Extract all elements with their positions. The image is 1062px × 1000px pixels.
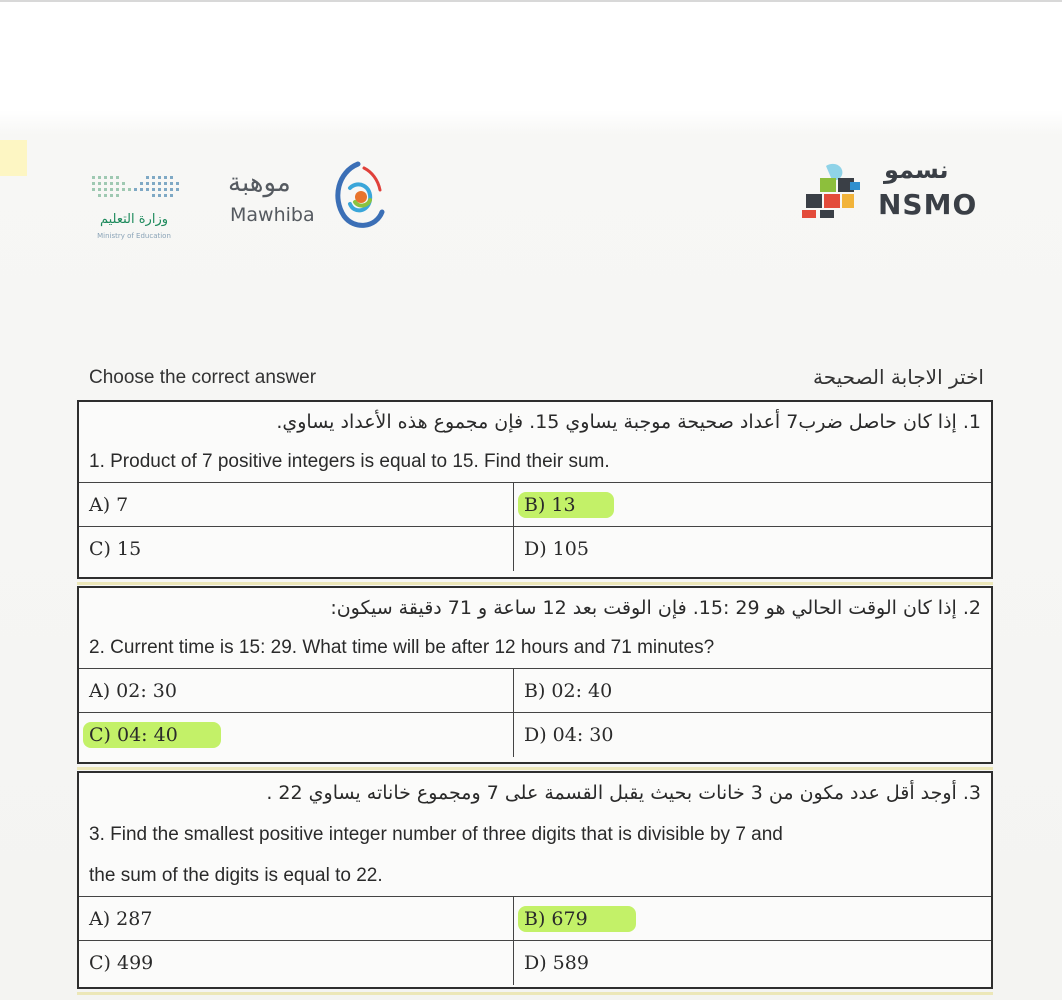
question-3-option-d[interactable]: D) 589 xyxy=(524,952,589,974)
yellow-tab-marker xyxy=(0,140,27,176)
section-divider xyxy=(77,992,993,995)
question-2 xyxy=(77,586,993,764)
question-2-options xyxy=(79,669,991,757)
question-2-arabic: 2. إذا كان الوقت الحالي هو 29 :15. فإن الوقت بعد 12 ساعة و 71 دقيقة سيكون: xyxy=(330,597,981,619)
question-3-options xyxy=(79,897,991,985)
question-2-option-d[interactable]: D) 04: 30 xyxy=(524,724,614,746)
question-1-option-d[interactable]: D) 105 xyxy=(524,538,589,560)
question-1-arabic: 1. إذا كان حاصل ضرب7 أعداد صحيحة موجبة يساوي 15. فإن مجموع هذه الأعداد يساوي. xyxy=(276,411,981,433)
moe-name-english: Ministry of Education xyxy=(97,232,171,240)
question-2-option-c[interactable]: C) 04: 40 xyxy=(79,713,514,757)
nsmo-name-english: NSMO xyxy=(878,188,978,221)
moe-dots-icon xyxy=(90,170,182,210)
ministry-of-education-logo xyxy=(86,166,186,244)
question-1-option-c[interactable]: C) 15 xyxy=(79,527,514,571)
section-divider xyxy=(77,767,993,770)
question-1-option-b[interactable]: B) 13 xyxy=(514,483,991,527)
question-3-option-a[interactable]: A) 287 xyxy=(79,897,514,941)
mawhiba-name-english: Mawhiba xyxy=(230,204,315,226)
question-3 xyxy=(77,771,993,989)
mawhiba-name-arabic: موهبة xyxy=(228,168,291,198)
question-1-text xyxy=(79,402,991,483)
question-3-english-line-2: the sum of the digits is equal to 22. xyxy=(89,865,383,886)
question-3-option-b[interactable]: B) 679 xyxy=(514,897,991,941)
instructions-english: Choose the correct answer xyxy=(89,367,317,388)
question-1-english: 1. Product of 7 positive integers is equal to 15. Find their sum. xyxy=(89,451,610,472)
question-3-text xyxy=(79,773,991,897)
question-1-options xyxy=(79,483,991,571)
question-1-option-a[interactable]: A) 7 xyxy=(79,483,514,527)
question-3-option-c[interactable]: C) 499 xyxy=(79,941,514,985)
mawhiba-swirl-icon xyxy=(328,158,388,233)
section-divider xyxy=(77,582,993,585)
question-3-arabic: 3. أوجد أقل عدد مكون من 3 خانات بحيث يقبل القسمة على 7 ومجموع خاناته يساوي 22 . xyxy=(266,782,981,804)
nsmo-logo xyxy=(800,158,980,224)
question-2-text xyxy=(79,588,991,669)
question-2-option-b[interactable]: B) 02: 40 xyxy=(514,669,991,713)
instructions-arabic: اختر الاجابة الصحيحة xyxy=(813,365,984,389)
moe-name-arabic: وزارة التعليم xyxy=(99,212,169,227)
nsmo-name-arabic: نسمو xyxy=(884,156,949,184)
nsmo-blocks-icon xyxy=(800,160,870,222)
question-2-english: 2. Current time is 15: 29. What time will be after 12 hours and 71 minutes? xyxy=(89,637,715,658)
mawhiba-logo xyxy=(224,158,389,233)
question-2-option-a[interactable]: A) 02: 30 xyxy=(79,669,514,713)
top-margin xyxy=(0,0,1062,110)
question-1 xyxy=(77,400,993,579)
question-3-english-line-1: 3. Find the smallest positive integer number of three digits that is divisible by 7 and xyxy=(89,824,783,845)
top-edge-line xyxy=(0,0,1062,2)
